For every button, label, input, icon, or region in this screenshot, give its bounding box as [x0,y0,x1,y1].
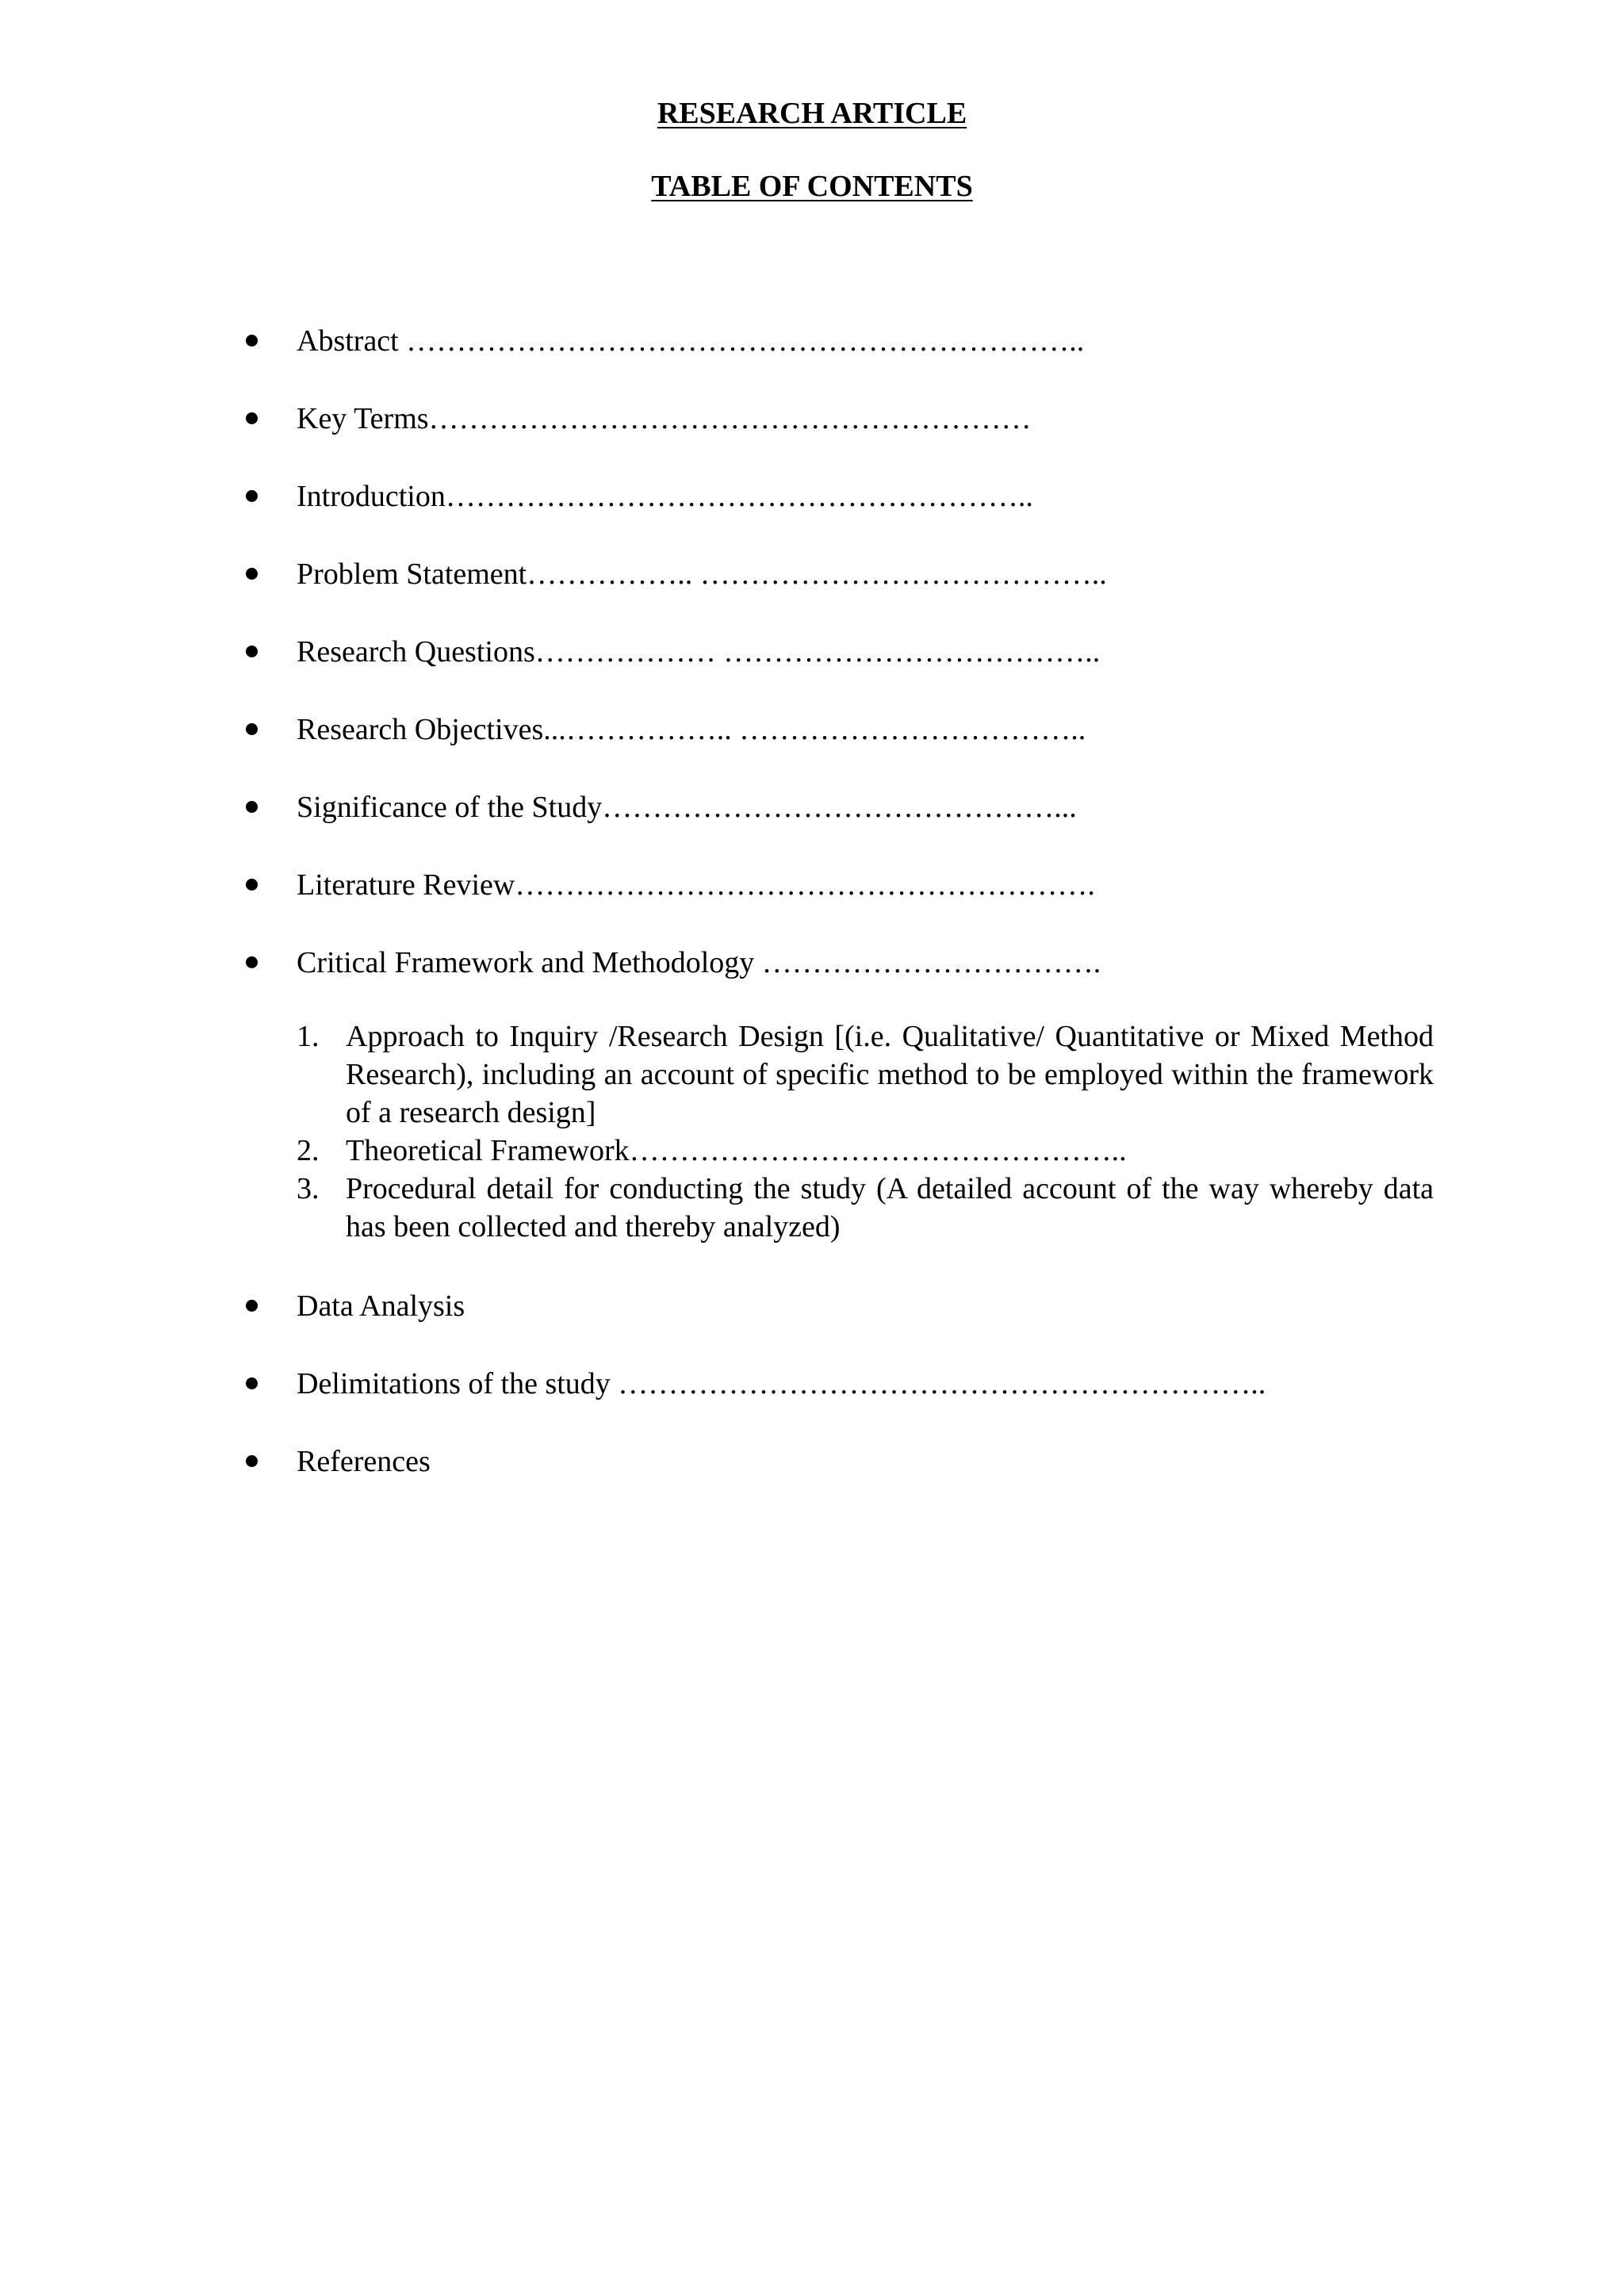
table-of-contents-heading: TABLE OF CONTENTS [651,170,973,203]
toc-item-literature-review [0,865,1624,905]
toc-item-key-terms [0,399,1624,439]
sub-item-text: Approach to Inquiry /Research Design [(i.e. Qualitative/ Quantitative or Mixed Method Research), including an account of specific method to be employed within the framework of a research design] [346,1020,1434,1129]
toc-item-introduction [0,477,1624,516]
toc-item-abstract [0,321,1624,361]
bullet-icon [246,1455,258,1467]
toc-item-label: Problem Statement…………….. ………………………………….. [297,557,1107,591]
sub-item-text: Procedural detail for conducting the study (A detailed account of the way whereby data has been collected and thereby analyzed) [346,1172,1434,1243]
toc-item-problem-statement [0,554,1624,594]
toc-item-label: Key Terms…………………………………………………… [297,402,1032,435]
bullet-icon [246,490,258,502]
toc-item-label: Delimitations of the study ……………………………………………………….. [297,1367,1266,1400]
toc-item-label: Significance of the Study………………………………………... [297,791,1077,824]
bullet-icon [246,723,258,735]
bullet-icon [246,801,258,813]
toc-item-label: Literature Review…………………………………………………. [297,868,1095,902]
document-title: RESEARCH ARTICLE [657,97,967,130]
toc-item-critical-framework [0,943,1624,983]
bullet-icon [246,879,258,891]
toc-item-label: Research Questions……………… ……………………………….. [297,635,1101,669]
toc-item-references [0,1442,1624,1481]
bullet-icon [246,1300,258,1312]
toc-item-label: Data Analysis [297,1289,465,1323]
bullet-icon [246,956,258,968]
sub-item-text: Theoretical Framework………………………………………….. [346,1134,1127,1167]
bullet-icon [246,646,258,657]
toc-item-research-objectives [0,710,1624,749]
toc-item-label: Research Objectives...…………….. …………………………….. [297,713,1086,746]
bullet-icon [246,1377,258,1389]
toc-item-label: References [297,1445,431,1478]
bullet-icon [246,412,258,424]
sub-item-number: 1. [297,1020,320,1053]
sub-item-number: 2. [297,1134,320,1167]
toc-item-label: Abstract ………………………………………………………….. [297,324,1085,358]
bullet-icon [246,335,258,347]
sub-item-number: 3. [297,1172,320,1205]
toc-item-data-analysis [0,1286,1624,1326]
toc-item-delimitations [0,1364,1624,1404]
bullet-icon [246,568,258,580]
toc-item-label: Critical Framework and Methodology ……………………………. [297,946,1101,979]
toc-item-significance [0,787,1624,827]
toc-item-label: Introduction………………………………………………….. [297,480,1033,513]
toc-item-research-questions [0,632,1624,672]
